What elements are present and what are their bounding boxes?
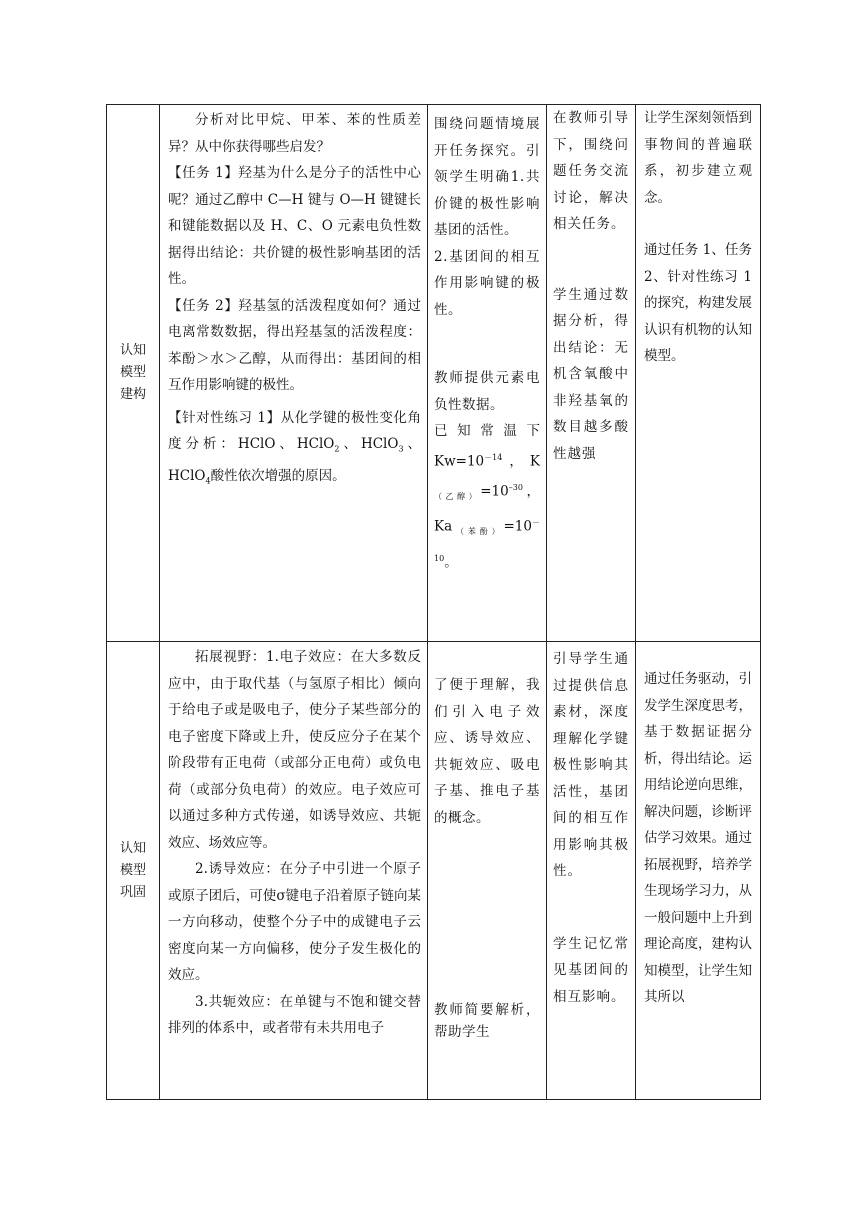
task-1-paragraph	[160, 160, 427, 293]
teacher-paragraph: 2.基团间的相互作用影响键的极性。	[434, 248, 540, 318]
constants-text: =10	[503, 518, 532, 535]
task-2-paragraph	[160, 293, 427, 399]
practice-paragraph	[160, 405, 427, 496]
constants-text: ，K	[502, 453, 540, 469]
subscript-label: （乙醇）	[434, 491, 481, 501]
acid-subscript: 4	[205, 476, 211, 486]
practice-tag: 【针对性练习 1】	[168, 409, 281, 426]
student-activity-cell	[547, 105, 636, 642]
constants-text: 。	[444, 554, 458, 571]
table-row-cognitive-model-consolidation	[107, 642, 761, 1100]
separator: 、	[339, 436, 361, 452]
student-paragraph: 学生记忆常见基团间的相互影响。	[553, 935, 629, 1005]
teacher-paragraph: 教师简要解析，帮助学生	[434, 1002, 540, 1040]
student-paragraph: 引导学生通过提供信息素材，深度理解化学键极性影响其活性，基团间的相互作用影响其极性。	[553, 651, 629, 879]
teacher-paragraph: 了便于理解，我们引入电子效应、诱导效应、共轭效应、吸电子基、推电子基的概念。	[434, 677, 540, 826]
stage-label-line: 模型	[119, 862, 146, 878]
content-cell	[160, 105, 428, 642]
acid-formula: HClO	[168, 468, 206, 485]
separator: 、	[275, 436, 297, 452]
stage-label-line: 模型	[119, 365, 146, 380]
exponent: －10	[434, 518, 540, 563]
separator: 、	[403, 436, 422, 452]
student-paragraph: 学生通过数据分析，得出结论：无机含氧酸中非羟基氧的数目越多酸性越强	[553, 286, 629, 462]
design-paragraph: 通过任务驱动，引发学生深度思考，基于数据证据分析，得出结论。运用结论逆向思维，解决问题，诊断评估学习效果。通过拓展视野，培养学生现场学习力，从一般问题中上升到理论高度，建构认知模型，让学生知其所以	[644, 671, 752, 1005]
task-2-text: 羟基氢的活泼程度如何？通过电离常数数据，得出羟基氢的活泼程度：苯酚＞水＞乙醇，从而得出：基团间的相互作用影响键的极性。	[168, 297, 421, 393]
design-paragraph: 通过任务 1、任务 2、针对性练习 1 的探究，构建发展认识有机物的认知模型。	[644, 242, 752, 364]
stage-cell	[107, 642, 160, 1100]
teacher-paragraph: 围绕问题情境展开任务探究。引领学生明确1.共价键的极性影响基团的活性。	[434, 116, 540, 238]
lesson-plan-table	[106, 104, 761, 1100]
constants-paragraph	[428, 418, 546, 576]
content-paragraph: 3.共轭效应：在单键与不饱和键交替排列的体系中，或者带有未共用电子	[168, 993, 421, 1036]
constants-text: =10	[480, 483, 509, 499]
acid-formula: HClO	[237, 436, 276, 452]
student-paragraph: 在教师引导下，围绕问题任务交流讨论，解决相关任务。	[553, 110, 629, 232]
constants-text: 已知常温下Kw=10	[434, 423, 540, 469]
acid-subscript: 2	[334, 444, 340, 454]
design-intent-cell	[636, 642, 761, 1100]
stage-label-line: 认知	[119, 343, 146, 358]
exponent: －14	[484, 452, 503, 462]
acid-formula: HClO	[296, 436, 335, 452]
teacher-activity-cell	[428, 642, 547, 1100]
stage-label-line: 认知	[119, 840, 146, 856]
student-activity-cell	[547, 642, 636, 1100]
stage-label-line: 建构	[119, 387, 146, 402]
content-paragraph: 拓展视野：1.电子效应：在大多数反应中，由于取代基（与氢原子相比）倾向于给电子或是吸电子，使分子某些部分的电子密度下降或上升，使反应分子在某个阶段带有正电荷（或部分正电荷）或负电荷（或部分负电荷）的效应。电子效应可以通过多种方式传递，如诱导效应、共轭效应、场效应等。	[168, 649, 421, 851]
task-2-tag: 【任务 2】	[168, 297, 239, 314]
task-1-tag: 【任务 1】	[168, 165, 239, 181]
teacher-paragraph: 教师提供元素电负性数据。	[434, 370, 540, 413]
acid-subscript: 3	[398, 444, 404, 454]
content-cell	[160, 642, 428, 1100]
teacher-activity-cell	[428, 105, 547, 642]
table-row-cognitive-model-construction	[107, 105, 761, 642]
design-paragraph: 让学生深刻领悟到事物间的普遍联系，初步建立观念。	[644, 110, 752, 206]
task-1-text: 羟基为什么是分子的活性中心呢？通过乙醇中 C—H 键与 O—H 键键长和键能数据以及 H、C、O 元素电负性数据得出结论：共价键的极性影响基团的活性。	[168, 165, 421, 287]
design-intent-cell	[636, 105, 761, 642]
subscript-label: （苯酚）	[452, 527, 504, 537]
practice-end: 酸性依次增强的原因。	[210, 468, 346, 485]
content-paragraph: 分析对比甲烷、甲苯、苯的性质差异？从中你获得哪些启发？	[168, 112, 421, 155]
practice-text: 从化学键的极性变化角度分析：	[168, 409, 421, 452]
constants-text: ，Ka	[434, 483, 540, 535]
stage-label-line: 巩固	[119, 884, 146, 900]
content-paragraph: 2.诱导效应：在分子中引进一个原子或原子团后，可使σ键电子沿着原子链向某一方向移动，使整个分子中的成键电子云密度向某一方向偏移，使分子发生极化的效应。	[168, 861, 421, 983]
exponent: –30	[508, 482, 523, 492]
stage-cell	[107, 105, 160, 642]
acid-formula: HClO	[360, 436, 399, 452]
